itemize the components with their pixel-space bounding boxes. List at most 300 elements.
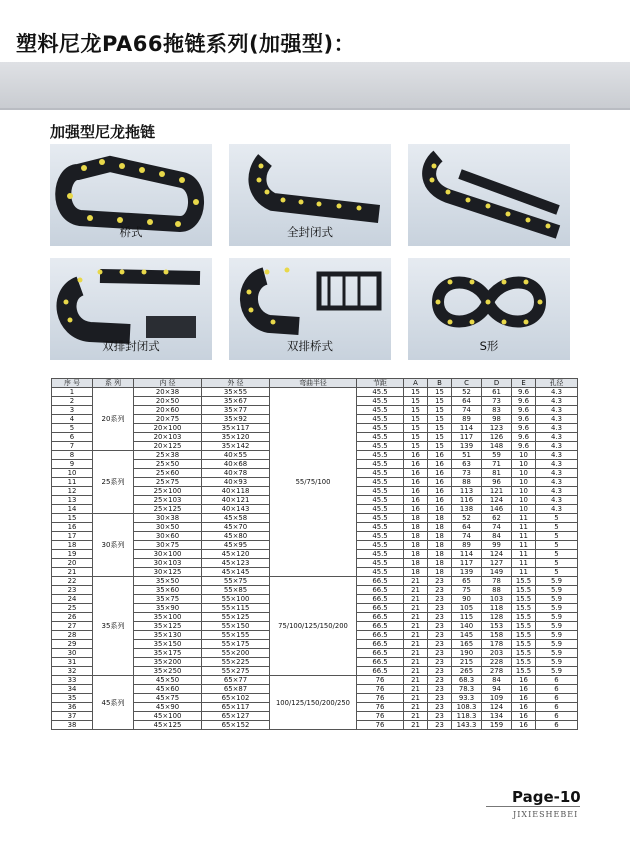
cell-a: 15 xyxy=(404,406,428,415)
double-row-bridge-chain-photo xyxy=(229,258,391,360)
cell-inner: 30×100 xyxy=(134,550,202,559)
cell-pitch: 45.5 xyxy=(357,496,404,505)
cell-no: 16 xyxy=(52,523,93,532)
cell-hole: 4.3 xyxy=(536,505,578,514)
cell-bend-radius: 100/125/150/200/250 xyxy=(270,676,357,730)
cell-e: 15.5 xyxy=(512,622,536,631)
photo-caption: 双排封闭式 xyxy=(102,339,160,353)
cell-pitch: 45.5 xyxy=(357,478,404,487)
cell-inner: 35×60 xyxy=(134,586,202,595)
cell-b: 23 xyxy=(428,694,452,703)
cell-d: 99 xyxy=(482,541,512,550)
bridge-chain-photo xyxy=(50,144,212,246)
cell-inner: 35×200 xyxy=(134,658,202,667)
cell-d: 128 xyxy=(482,613,512,622)
cell-inner: 30×60 xyxy=(134,532,202,541)
cell-b: 16 xyxy=(428,496,452,505)
cell-e: 10 xyxy=(512,451,536,460)
cell-d: 123 xyxy=(482,424,512,433)
cell-inner: 25×50 xyxy=(134,460,202,469)
cell-a: 18 xyxy=(404,559,428,568)
cell-c: 114 xyxy=(452,550,482,559)
enclosed-chain-photo xyxy=(229,144,391,246)
cell-d: 98 xyxy=(482,415,512,424)
cell-hole: 5.9 xyxy=(536,604,578,613)
cell-outer: 35×117 xyxy=(202,424,270,433)
cell-hole: 4.3 xyxy=(536,415,578,424)
cell-outer: 35×120 xyxy=(202,433,270,442)
cell-outer: 40×93 xyxy=(202,478,270,487)
cell-no: 35 xyxy=(52,694,93,703)
cell-e: 11 xyxy=(512,523,536,532)
cell-no: 18 xyxy=(52,541,93,550)
cell-d: 62 xyxy=(482,514,512,523)
header-inner: 内 径 xyxy=(134,379,202,388)
cell-no: 29 xyxy=(52,640,93,649)
cell-pitch: 66.5 xyxy=(357,631,404,640)
cell-c: 75 xyxy=(452,586,482,595)
cell-c: 145 xyxy=(452,631,482,640)
cell-outer: 65×77 xyxy=(202,676,270,685)
cell-a: 16 xyxy=(404,469,428,478)
cell-e: 15.5 xyxy=(512,640,536,649)
cell-c: 117 xyxy=(452,433,482,442)
cell-d: 71 xyxy=(482,460,512,469)
cell-a: 21 xyxy=(404,586,428,595)
cell-e: 9.6 xyxy=(512,388,536,397)
cell-c: 73 xyxy=(452,469,482,478)
photo-caption: 桥式 xyxy=(119,225,143,239)
cell-hole: 5.9 xyxy=(536,667,578,676)
cell-pitch: 45.5 xyxy=(357,559,404,568)
cell-d: 121 xyxy=(482,487,512,496)
cell-hole: 5 xyxy=(536,523,578,532)
cell-no: 11 xyxy=(52,478,93,487)
cell-outer: 40×55 xyxy=(202,451,270,460)
cell-e: 16 xyxy=(512,703,536,712)
table-header-row xyxy=(52,379,578,388)
cell-b: 23 xyxy=(428,640,452,649)
cell-d: 126 xyxy=(482,433,512,442)
cell-pitch: 66.5 xyxy=(357,622,404,631)
cell-c: 74 xyxy=(452,532,482,541)
cell-pitch: 66.5 xyxy=(357,613,404,622)
cell-d: 83 xyxy=(482,406,512,415)
cell-a: 16 xyxy=(404,496,428,505)
cell-e: 9.6 xyxy=(512,424,536,433)
cell-d: 84 xyxy=(482,532,512,541)
cell-outer: 35×77 xyxy=(202,406,270,415)
cell-hole: 5 xyxy=(536,568,578,577)
cell-outer: 55×75 xyxy=(202,577,270,586)
cell-c: 115 xyxy=(452,613,482,622)
cell-d: 103 xyxy=(482,595,512,604)
cell-c: 190 xyxy=(452,649,482,658)
cell-e: 15.5 xyxy=(512,667,536,676)
cell-b: 16 xyxy=(428,487,452,496)
cell-d: 74 xyxy=(482,523,512,532)
cell-outer: 45×95 xyxy=(202,541,270,550)
cell-pitch: 45.5 xyxy=(357,460,404,469)
cell-c: 116 xyxy=(452,496,482,505)
cell-hole: 4.3 xyxy=(536,487,578,496)
cell-hole: 5.9 xyxy=(536,658,578,667)
cell-hole: 4.3 xyxy=(536,496,578,505)
cell-b: 18 xyxy=(428,568,452,577)
cell-hole: 6 xyxy=(536,703,578,712)
cell-outer: 40×121 xyxy=(202,496,270,505)
cell-c: 52 xyxy=(452,388,482,397)
cell-hole: 5 xyxy=(536,532,578,541)
cell-a: 21 xyxy=(404,721,428,730)
cell-d: 149 xyxy=(482,568,512,577)
cell-d: 146 xyxy=(482,505,512,514)
header-e: E xyxy=(512,379,536,388)
cell-outer: 55×200 xyxy=(202,649,270,658)
cell-d: 73 xyxy=(482,397,512,406)
cell-a: 21 xyxy=(404,703,428,712)
cell-a: 18 xyxy=(404,523,428,532)
header-no: 序 号 xyxy=(52,379,93,388)
cell-hole: 4.3 xyxy=(536,460,578,469)
table-body xyxy=(52,388,578,730)
cell-e: 16 xyxy=(512,721,536,730)
cell-no: 36 xyxy=(52,703,93,712)
cell-b: 18 xyxy=(428,532,452,541)
cell-e: 9.6 xyxy=(512,442,536,451)
cell-e: 15.5 xyxy=(512,577,536,586)
cell-pitch: 66.5 xyxy=(357,595,404,604)
cell-outer: 55×115 xyxy=(202,604,270,613)
cell-c: 64 xyxy=(452,523,482,532)
cell-no: 2 xyxy=(52,397,93,406)
cell-inner: 20×50 xyxy=(134,397,202,406)
cell-d: 81 xyxy=(482,469,512,478)
page-title: 塑料尼龙PA66拖链系列(加强型)： xyxy=(16,32,356,56)
cell-a: 18 xyxy=(404,550,428,559)
cell-c: 117 xyxy=(452,559,482,568)
cell-no: 4 xyxy=(52,415,93,424)
cell-c: 108.3 xyxy=(452,703,482,712)
cell-inner: 35×150 xyxy=(134,640,202,649)
cell-a: 18 xyxy=(404,568,428,577)
cell-outer: 35×142 xyxy=(202,442,270,451)
cell-outer: 65×117 xyxy=(202,703,270,712)
cell-pitch: 45.5 xyxy=(357,514,404,523)
cell-b: 23 xyxy=(428,658,452,667)
cell-inner: 35×130 xyxy=(134,631,202,640)
cell-e: 16 xyxy=(512,694,536,703)
cell-pitch: 45.5 xyxy=(357,406,404,415)
cell-d: 124 xyxy=(482,703,512,712)
cell-inner: 30×38 xyxy=(134,514,202,523)
header-b: B xyxy=(428,379,452,388)
cell-a: 15 xyxy=(404,442,428,451)
cell-e: 10 xyxy=(512,487,536,496)
cell-b: 18 xyxy=(428,559,452,568)
cell-inner: 20×38 xyxy=(134,388,202,397)
cell-b: 16 xyxy=(428,451,452,460)
cell-c: 78.3 xyxy=(452,685,482,694)
cell-b: 23 xyxy=(428,649,452,658)
cell-pitch: 45.5 xyxy=(357,550,404,559)
cell-hole: 4.3 xyxy=(536,451,578,460)
header-c: C xyxy=(452,379,482,388)
s-shape-chain-photo xyxy=(408,258,570,360)
cell-pitch: 66.5 xyxy=(357,658,404,667)
cell-e: 15.5 xyxy=(512,631,536,640)
cell-pitch: 76 xyxy=(357,703,404,712)
cell-d: 96 xyxy=(482,478,512,487)
cell-outer: 45×145 xyxy=(202,568,270,577)
cell-inner: 45×125 xyxy=(134,721,202,730)
cell-pitch: 45.5 xyxy=(357,532,404,541)
cell-a: 21 xyxy=(404,667,428,676)
cell-c: 64 xyxy=(452,397,482,406)
cell-b: 16 xyxy=(428,469,452,478)
cell-e: 9.6 xyxy=(512,415,536,424)
cell-d: 94 xyxy=(482,685,512,694)
cell-series: 20系列 xyxy=(93,388,134,451)
cell-a: 15 xyxy=(404,388,428,397)
cell-d: 59 xyxy=(482,451,512,460)
cell-inner: 35×90 xyxy=(134,604,202,613)
cell-no: 20 xyxy=(52,559,93,568)
cell-c: 140 xyxy=(452,622,482,631)
cell-b: 18 xyxy=(428,550,452,559)
cell-e: 15.5 xyxy=(512,613,536,622)
cell-pitch: 76 xyxy=(357,676,404,685)
cell-e: 9.6 xyxy=(512,406,536,415)
cell-no: 23 xyxy=(52,586,93,595)
header-band xyxy=(0,62,630,108)
photo-caption: S形 xyxy=(479,339,499,353)
cell-d: 178 xyxy=(482,640,512,649)
cell-outer: 55×125 xyxy=(202,613,270,622)
cell-inner: 20×100 xyxy=(134,424,202,433)
cell-c: 215 xyxy=(452,658,482,667)
cell-d: 203 xyxy=(482,649,512,658)
cell-c: 165 xyxy=(452,640,482,649)
cell-b: 23 xyxy=(428,604,452,613)
header-series: 系 列 xyxy=(93,379,134,388)
cell-e: 10 xyxy=(512,505,536,514)
cell-a: 15 xyxy=(404,415,428,424)
cell-inner: 20×125 xyxy=(134,442,202,451)
cell-a: 18 xyxy=(404,514,428,523)
cell-outer: 65×102 xyxy=(202,694,270,703)
cell-e: 15.5 xyxy=(512,649,536,658)
cell-hole: 6 xyxy=(536,676,578,685)
cell-c: 88 xyxy=(452,478,482,487)
cell-inner: 45×60 xyxy=(134,685,202,694)
cell-inner: 35×50 xyxy=(134,577,202,586)
cell-hole: 5.9 xyxy=(536,649,578,658)
cell-e: 15.5 xyxy=(512,604,536,613)
cell-hole: 5 xyxy=(536,550,578,559)
cell-d: 158 xyxy=(482,631,512,640)
cell-series: 25系列 xyxy=(93,451,134,514)
cell-hole: 5.9 xyxy=(536,586,578,595)
cell-no: 21 xyxy=(52,568,93,577)
cell-inner: 20×103 xyxy=(134,433,202,442)
header-pitch: 节距 xyxy=(357,379,404,388)
cell-c: 74 xyxy=(452,406,482,415)
cell-e: 10 xyxy=(512,478,536,487)
cell-no: 6 xyxy=(52,433,93,442)
cell-outer: 55×100 xyxy=(202,595,270,604)
cell-e: 11 xyxy=(512,568,536,577)
cell-e: 11 xyxy=(512,532,536,541)
cell-no: 38 xyxy=(52,721,93,730)
cell-e: 9.6 xyxy=(512,397,536,406)
cell-hole: 4.3 xyxy=(536,442,578,451)
cell-pitch: 66.5 xyxy=(357,649,404,658)
cell-pitch: 76 xyxy=(357,712,404,721)
spec-table xyxy=(51,378,578,730)
cell-c: 114 xyxy=(452,424,482,433)
cell-pitch: 45.5 xyxy=(357,523,404,532)
cell-pitch: 66.5 xyxy=(357,586,404,595)
cell-b: 23 xyxy=(428,667,452,676)
cell-d: 159 xyxy=(482,721,512,730)
cell-a: 21 xyxy=(404,676,428,685)
cell-inner: 35×75 xyxy=(134,595,202,604)
cell-hole: 4.3 xyxy=(536,397,578,406)
double-row-enclosed-chain-photo xyxy=(50,258,212,360)
cell-series: 45系列 xyxy=(93,676,134,730)
cell-hole: 5 xyxy=(536,559,578,568)
cell-c: 68.3 xyxy=(452,676,482,685)
cell-b: 23 xyxy=(428,631,452,640)
cell-hole: 6 xyxy=(536,712,578,721)
cell-inner: 20×60 xyxy=(134,406,202,415)
cell-inner: 25×125 xyxy=(134,505,202,514)
cell-e: 11 xyxy=(512,514,536,523)
cell-b: 23 xyxy=(428,595,452,604)
cell-inner: 25×100 xyxy=(134,487,202,496)
cell-a: 21 xyxy=(404,577,428,586)
cell-no: 17 xyxy=(52,532,93,541)
table-row xyxy=(52,388,578,397)
cell-b: 23 xyxy=(428,622,452,631)
cell-a: 21 xyxy=(404,640,428,649)
cell-inner: 45×100 xyxy=(134,712,202,721)
header-divider xyxy=(0,108,630,110)
cell-outer: 45×120 xyxy=(202,550,270,559)
cell-outer: 55×150 xyxy=(202,622,270,631)
cell-pitch: 45.5 xyxy=(357,469,404,478)
cell-d: 84 xyxy=(482,676,512,685)
cell-inner: 25×60 xyxy=(134,469,202,478)
cell-hole: 5.9 xyxy=(536,577,578,586)
cell-pitch: 66.5 xyxy=(357,604,404,613)
cell-inner: 30×75 xyxy=(134,541,202,550)
cell-outer: 35×55 xyxy=(202,388,270,397)
cell-a: 21 xyxy=(404,694,428,703)
cell-b: 18 xyxy=(428,541,452,550)
cell-d: 127 xyxy=(482,559,512,568)
cell-outer: 40×118 xyxy=(202,487,270,496)
cell-a: 21 xyxy=(404,631,428,640)
cell-no: 15 xyxy=(52,514,93,523)
cell-pitch: 76 xyxy=(357,685,404,694)
cell-d: 88 xyxy=(482,586,512,595)
cell-inner: 45×50 xyxy=(134,676,202,685)
cell-pitch: 76 xyxy=(357,694,404,703)
cell-inner: 25×103 xyxy=(134,496,202,505)
cell-c: 105 xyxy=(452,604,482,613)
cell-no: 25 xyxy=(52,604,93,613)
cell-pitch: 45.5 xyxy=(357,433,404,442)
cell-d: 228 xyxy=(482,658,512,667)
cell-no: 1 xyxy=(52,388,93,397)
cell-b: 16 xyxy=(428,478,452,487)
cell-outer: 35×67 xyxy=(202,397,270,406)
cell-b: 23 xyxy=(428,712,452,721)
cell-no: 30 xyxy=(52,649,93,658)
page-number: Page-10 xyxy=(512,788,581,806)
cell-pitch: 45.5 xyxy=(357,442,404,451)
cell-c: 89 xyxy=(452,415,482,424)
cell-pitch: 45.5 xyxy=(357,451,404,460)
cell-a: 21 xyxy=(404,595,428,604)
cell-hole: 6 xyxy=(536,694,578,703)
cell-a: 21 xyxy=(404,712,428,721)
cell-b: 16 xyxy=(428,505,452,514)
cell-b: 23 xyxy=(428,703,452,712)
cell-d: 78 xyxy=(482,577,512,586)
cell-b: 16 xyxy=(428,460,452,469)
cell-b: 23 xyxy=(428,577,452,586)
cell-a: 15 xyxy=(404,397,428,406)
cell-hole: 5.9 xyxy=(536,613,578,622)
cell-outer: 65×152 xyxy=(202,721,270,730)
cell-c: 89 xyxy=(452,541,482,550)
cell-inner: 35×125 xyxy=(134,622,202,631)
cell-no: 5 xyxy=(52,424,93,433)
cell-a: 15 xyxy=(404,424,428,433)
cell-hole: 5.9 xyxy=(536,631,578,640)
cell-hole: 5 xyxy=(536,541,578,550)
cell-c: 139 xyxy=(452,568,482,577)
cell-pitch: 66.5 xyxy=(357,667,404,676)
cell-pitch: 45.5 xyxy=(357,505,404,514)
cell-d: 124 xyxy=(482,550,512,559)
cell-no: 19 xyxy=(52,550,93,559)
cell-c: 93.3 xyxy=(452,694,482,703)
cell-outer: 55×85 xyxy=(202,586,270,595)
cell-no: 32 xyxy=(52,667,93,676)
cell-hole: 4.3 xyxy=(536,433,578,442)
cell-no: 24 xyxy=(52,595,93,604)
cell-e: 11 xyxy=(512,541,536,550)
cell-a: 16 xyxy=(404,478,428,487)
header-outer: 外 径 xyxy=(202,379,270,388)
cell-bend-radius: 75/100/125/150/200 xyxy=(270,577,357,676)
cell-a: 16 xyxy=(404,460,428,469)
cell-pitch: 45.5 xyxy=(357,415,404,424)
cell-a: 18 xyxy=(404,532,428,541)
cell-no: 22 xyxy=(52,577,93,586)
cell-hole: 4.3 xyxy=(536,478,578,487)
cell-hole: 4.3 xyxy=(536,406,578,415)
cell-c: 138 xyxy=(452,505,482,514)
cell-b: 15 xyxy=(428,424,452,433)
cell-series: 35系列 xyxy=(93,577,134,676)
cell-hole: 5 xyxy=(536,514,578,523)
cell-c: 113 xyxy=(452,487,482,496)
